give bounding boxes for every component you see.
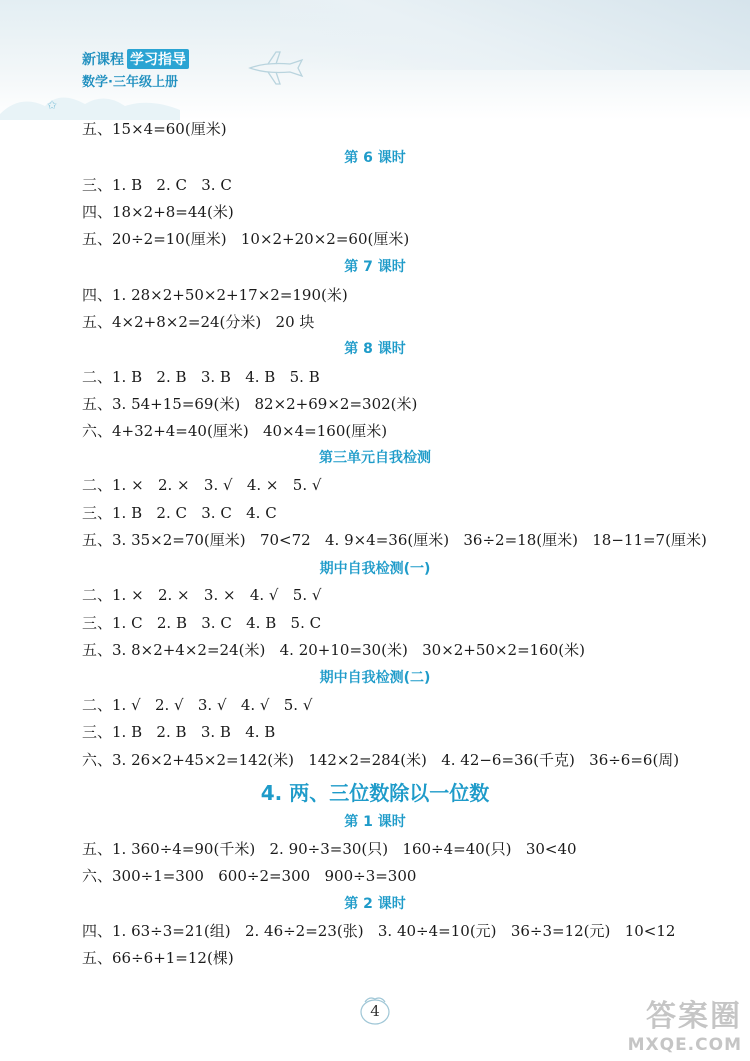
answer-line: 五、15×4=60(厘米) — [82, 120, 227, 138]
section-heading: 第三单元自我检测 — [319, 450, 431, 466]
header-texture — [280, 0, 750, 70]
answer-line: 六、4+32+4=40(厘米) 40×4=160(厘米) — [82, 422, 388, 440]
answer-line: 二、1. × 2. × 3. × 4. √ 5. √ — [82, 586, 322, 604]
section-heading: 第 2 课时 — [344, 896, 406, 912]
answer-line: 五、3. 8×2+4×2=24(米) 4. 20+10=30(米) 30×2+50×2=160(米) — [82, 641, 585, 659]
answer-line: 五、4×2+8×2=24(分米) 20 块 — [82, 313, 315, 331]
answer-line: 五、66÷6+1=12(棵) — [82, 949, 234, 967]
page-number: 4 — [370, 1002, 380, 1020]
watermark-logo-text: 答案圈 — [646, 999, 742, 1034]
answer-line: 二、1. √ 2. √ 3. √ 4. √ 5. √ — [82, 696, 313, 714]
answer-line: 三、1. B 2. B 3. B 4. B — [82, 723, 276, 741]
answer-line: 六、3. 26×2+45×2=142(米) 142×2=284(米) 4. 42−6=36(千克) 36÷6=6(周) — [82, 751, 680, 769]
section-heading: 第 8 课时 — [344, 341, 406, 357]
answer-line: 五、20÷2=10(厘米) 10×2+20×2=60(厘米) — [82, 230, 410, 248]
answer-line: 三、1. C 2. B 3. C 4. B 5. C — [82, 614, 322, 632]
page-number-badge — [355, 994, 395, 1028]
answer-line: 四、1. 63÷3=21(组) 2. 46÷2=23(张) 3. 40÷4=10(元) 36÷3=12(元) 10<12 — [82, 922, 676, 940]
answer-line: 三、1. B 2. C 3. C — [82, 176, 232, 194]
section-heading: 第 1 课时 — [344, 814, 406, 830]
brand-main: 新课程 — [82, 52, 124, 68]
section-heading: 期中自我检测(一) — [319, 561, 431, 577]
answer-line: 四、18×2+8=44(米) — [82, 203, 234, 221]
section-heading: 第 6 课时 — [344, 150, 406, 166]
airplane-icon — [246, 50, 306, 86]
section-heading: 期中自我检测(二) — [319, 670, 431, 686]
answer-line: 六、300÷1=300 600÷2=300 900÷3=300 — [82, 867, 417, 885]
book-subtitle: 数学·三年级上册 — [82, 75, 178, 90]
watermark — [628, 1000, 742, 1056]
answer-line: 五、1. 360÷4=90(千米) 2. 90÷3=30(只) 160÷4=40(只) 30<40 — [82, 840, 577, 858]
answer-line: 四、1. 28×2+50×2+17×2=190(米) — [82, 286, 348, 304]
answer-line: 二、1. × 2. × 3. √ 4. × 5. √ — [82, 476, 322, 494]
answer-line: 二、1. B 2. B 3. B 4. B 5. B — [82, 368, 320, 386]
brand-badge: 学习指导 — [127, 49, 189, 69]
watermark-url: MXQE.COM — [627, 1035, 742, 1055]
answer-line: 三、1. B 2. C 3. C 4. C — [82, 504, 277, 522]
section-heading: 第 7 课时 — [344, 259, 406, 275]
star-icon: ✩ — [47, 98, 58, 112]
answer-line: 五、3. 35×2=70(厘米) 70<72 4. 9×4=36(厘米) 36÷2=18(厘米) 18−11=7(厘米) — [82, 531, 707, 549]
book-brand — [82, 49, 189, 69]
chapter-title: 4. 两、三位数除以一位数 — [260, 781, 490, 805]
answer-line: 五、3. 54+15=69(米) 82×2+69×2=302(米) — [82, 395, 418, 413]
